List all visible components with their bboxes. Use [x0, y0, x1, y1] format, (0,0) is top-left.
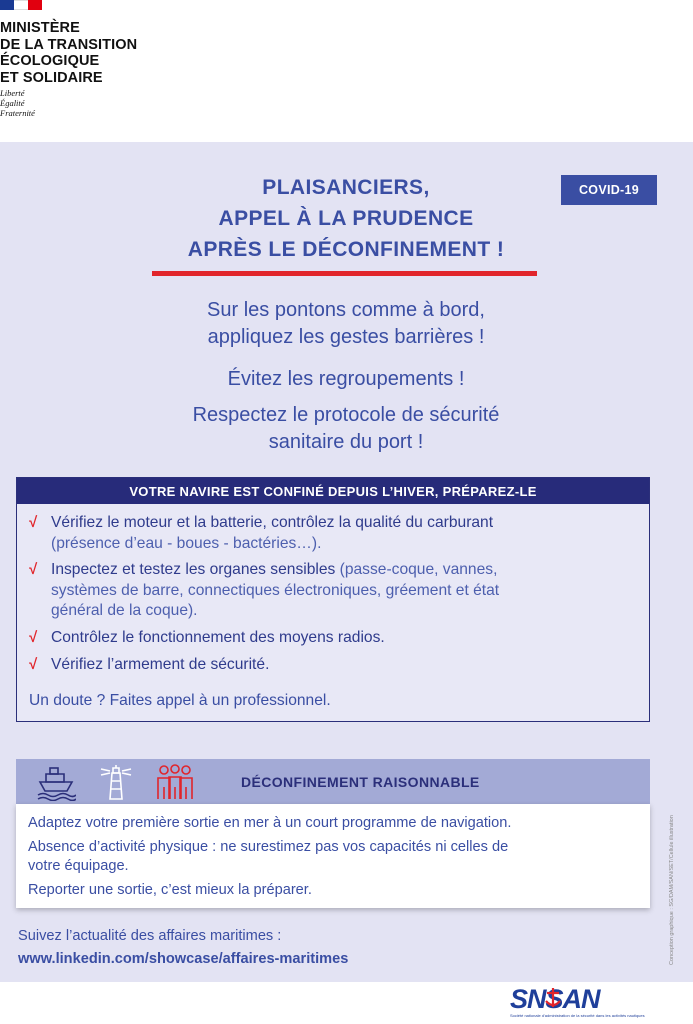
item-strong: Inspectez et testez les organes sensibles	[51, 561, 336, 578]
check-icon: √	[29, 629, 38, 646]
item-line: Vérifiez l’armement de sécurité.	[51, 656, 270, 673]
people-group-icon	[154, 763, 196, 801]
ministry-line: DE LA TRANSITION	[0, 36, 138, 53]
deconfinement-title: DÉCONFINEMENT RAISONNABLE	[241, 773, 480, 790]
motto-line: Liberté	[0, 88, 25, 98]
marianne-flag-logo	[0, 0, 42, 10]
check-icon: √	[29, 514, 38, 531]
advice-line: votre équipage.	[28, 858, 129, 874]
message-barrier-gestures	[100, 297, 592, 351]
message-port-protocol	[100, 402, 592, 456]
follow-text: Suivez l’actualité des affaires maritimes :	[18, 928, 282, 944]
motto-line: Égalité	[0, 98, 25, 108]
item-rest: (passe-coque, vannes,	[335, 561, 498, 578]
deconfinement-header	[16, 759, 650, 804]
checklist-item	[29, 513, 494, 554]
item-line: Contrôlez le fonctionnement des moyens radios.	[51, 629, 385, 646]
design-credit: Conception graphique : SG/DAM/SAN/SET/Cellule illustration	[669, 815, 675, 965]
covid-badge: COVID-19	[561, 175, 657, 205]
logo-anchor-icon	[544, 987, 562, 1009]
message-line: sanitaire du port !	[268, 431, 424, 453]
check-icon: √	[29, 656, 38, 673]
linkedin-link[interactable]: www.linkedin.com/showcase/affaires-maritimes	[18, 951, 349, 967]
message-line: Évitez les regroupements !	[227, 368, 465, 390]
lighthouse-icon	[96, 763, 136, 801]
doubt-note: Un doute ? Faites appel à un professionnel.	[29, 692, 331, 709]
item-line: Vérifiez le moteur et la batterie, contrôlez la qualité du carburant	[51, 514, 494, 531]
snsan-logo	[510, 984, 645, 1021]
title-line: PLAISANCIERS,	[262, 176, 430, 199]
title-underline	[152, 271, 537, 276]
page-title	[100, 172, 592, 265]
ship-icon	[36, 763, 76, 801]
checklist-box	[16, 477, 650, 722]
advice-line: Adaptez votre première sortie en mer à un court programme de navigation.	[28, 815, 512, 831]
check-icon: √	[29, 561, 38, 578]
checklist-item	[29, 560, 500, 622]
logo-subtitle: Société nationale d'administration de la sécurité dans les activités nautiques	[510, 1013, 645, 1018]
item-line: général de la coque).	[51, 602, 198, 619]
ministry-line: ET SOLIDAIRE	[0, 69, 103, 86]
checklist-item	[29, 628, 385, 649]
ministry-name	[0, 20, 137, 86]
checklist-item	[29, 655, 270, 676]
message-line: Respectez le protocole de sécurité	[192, 404, 500, 426]
advice-line: Absence d’activité physique : ne surestimez pas vos capacités ni celles de	[28, 839, 509, 855]
republic-motto	[0, 88, 35, 118]
message-avoid-gatherings	[100, 366, 592, 393]
motto-line: Fraternité	[0, 108, 35, 118]
header	[0, 0, 693, 142]
title-line: APPEL À LA PRUDENCE	[218, 207, 474, 230]
checklist-heading: VOTRE NAVIRE EST CONFINÉ DEPUIS L’HIVER, PRÉPAREZ-LE	[17, 478, 649, 504]
message-line: appliquez les gestes barrières !	[207, 326, 485, 348]
deconfinement-body	[16, 804, 650, 908]
item-line: (présence d’eau - boues - bactéries…).	[51, 534, 322, 552]
title-line: APRÈS LE DÉCONFINEMENT !	[187, 238, 505, 261]
logo-wordmark: SNSAN	[510, 984, 600, 1014]
message-line: Sur les pontons comme à bord,	[207, 299, 485, 321]
ministry-line: ÉCOLOGIQUE	[0, 53, 100, 69]
advice-line: Reporter une sortie, c’est mieux la préparer.	[28, 882, 312, 898]
ministry-line: MINISTÈRE	[0, 20, 80, 36]
item-line: systèmes de barre, connectiques électroniques, gréement et état	[51, 581, 500, 599]
